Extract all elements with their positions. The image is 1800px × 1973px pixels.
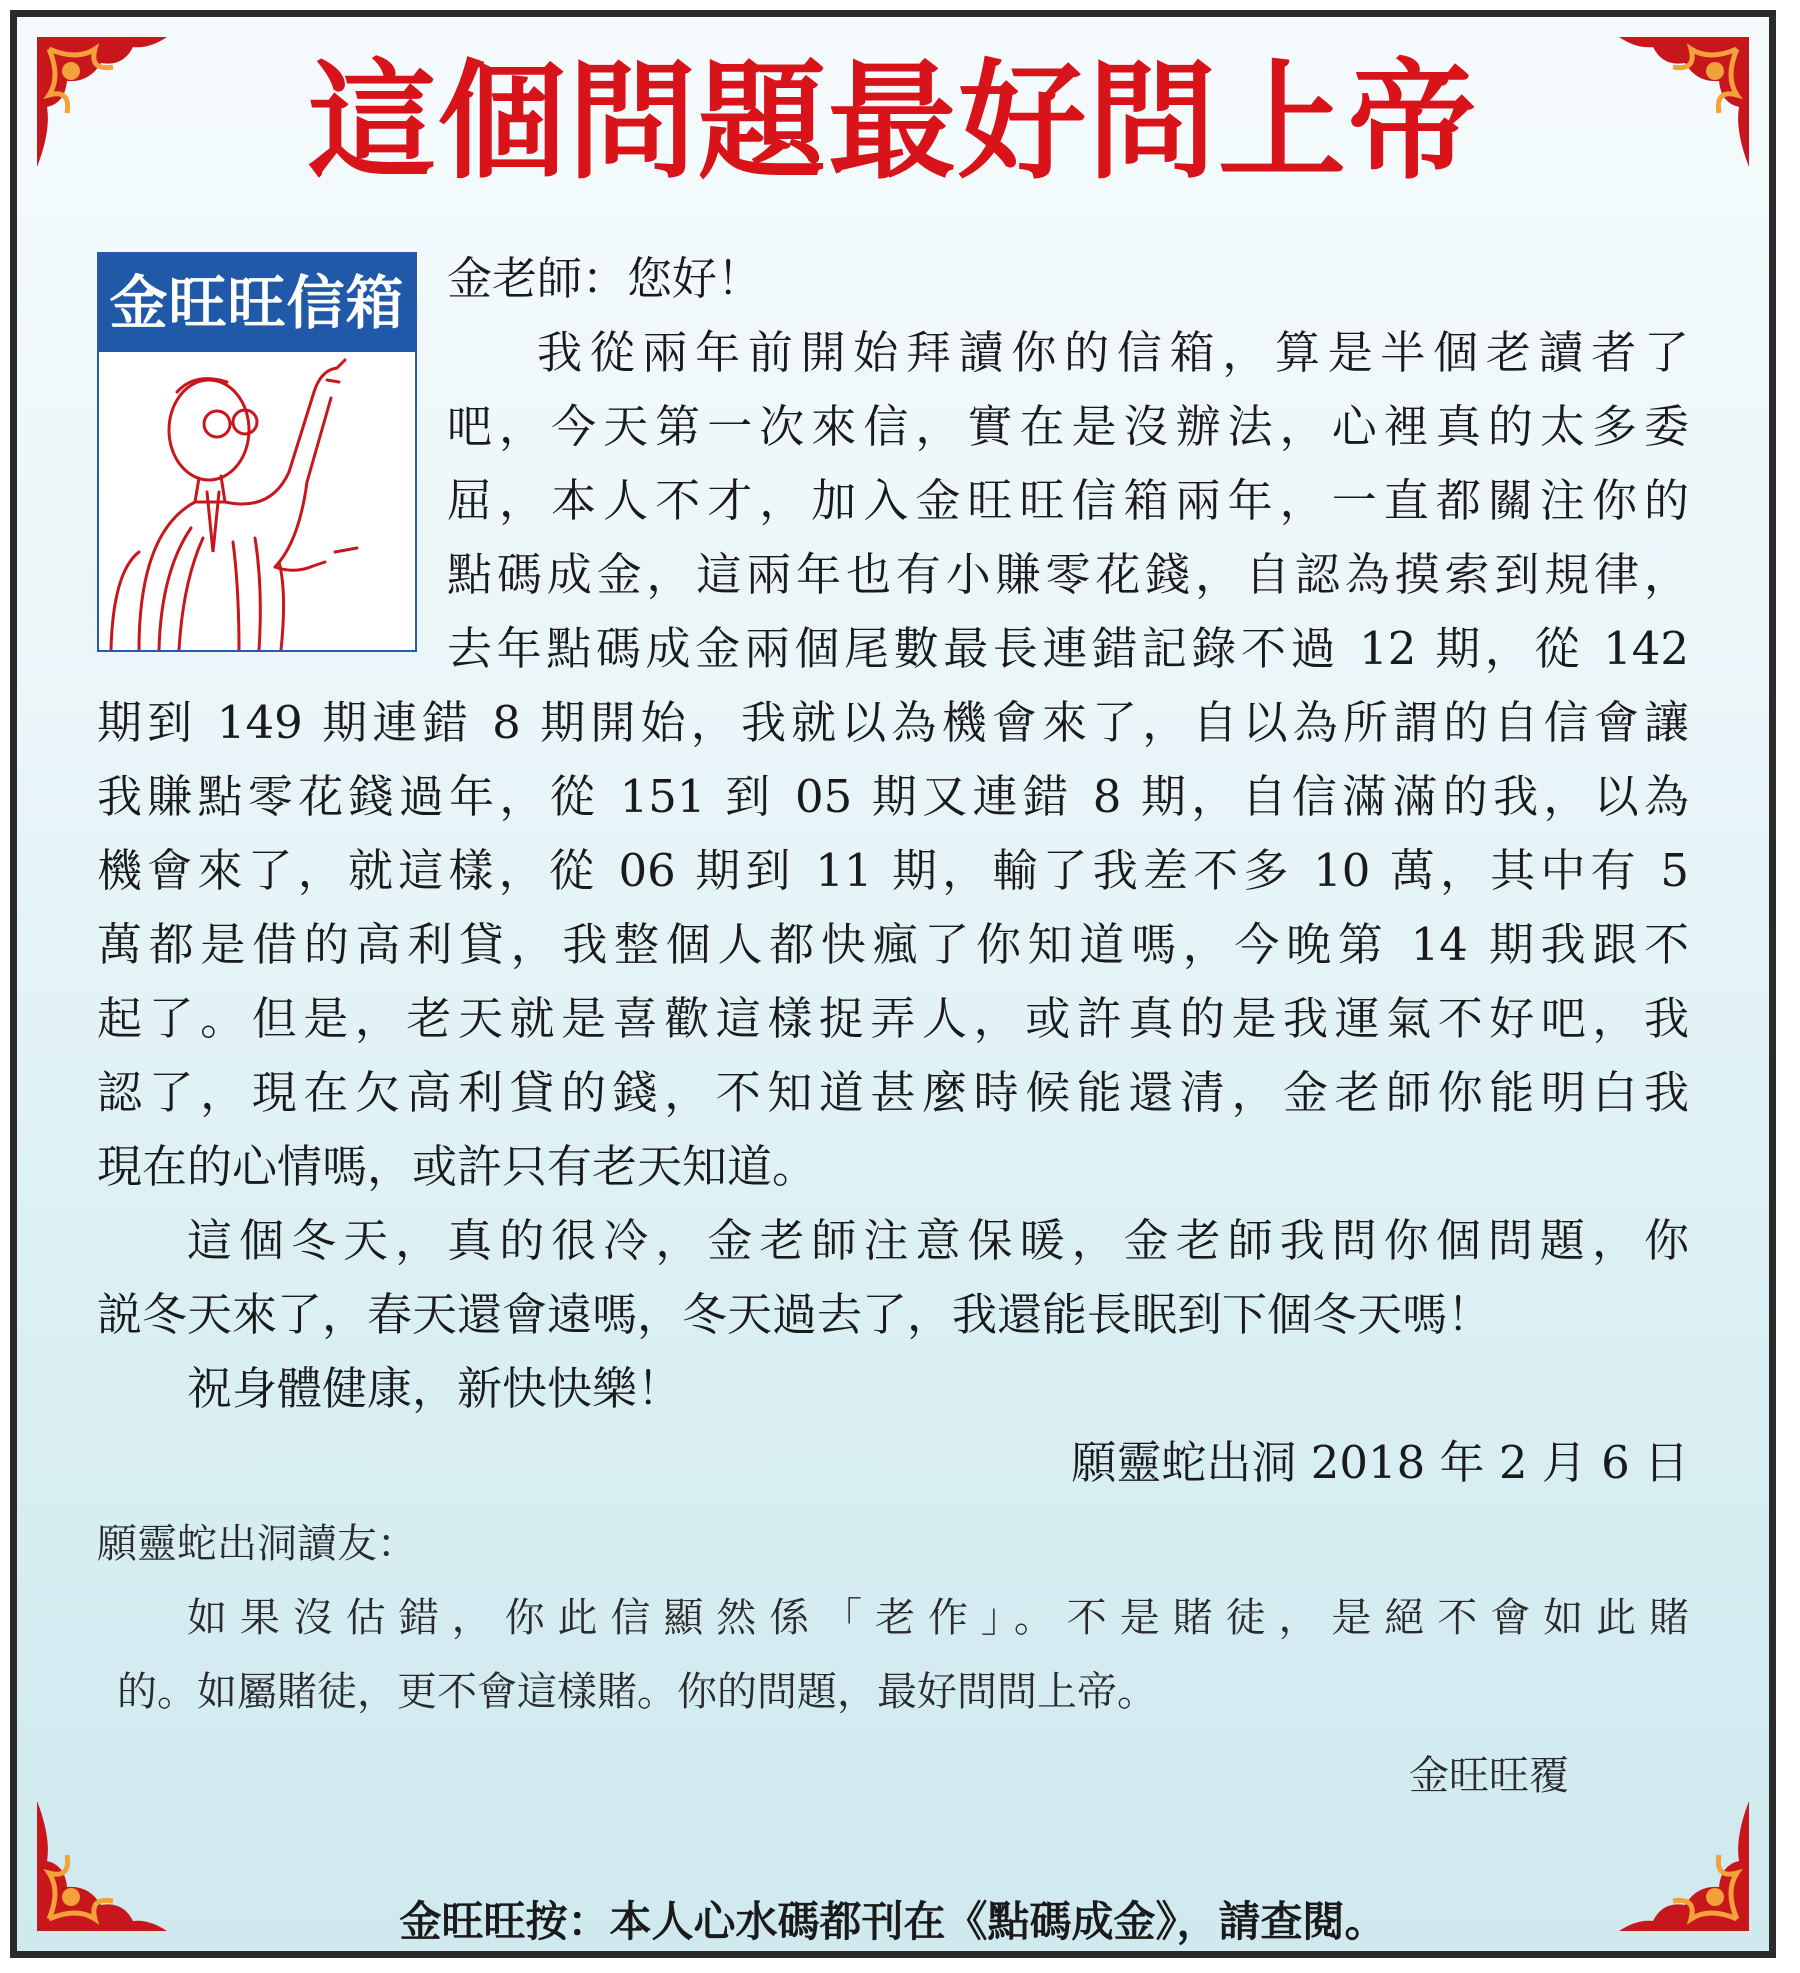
letter-signature: 願靈蛇出洞 2018 年 2 月 6 日: [1071, 1436, 1689, 1489]
columnist-cartoon: [99, 352, 415, 650]
reply-line: 如果沒估錯，你此信顯然係「老作」。不是賭徒，是絕不會如此賭: [187, 1595, 1689, 1641]
column-logo: [97, 252, 417, 652]
letter-greeting: 金老師：您好！: [447, 252, 763, 305]
letter-line: 去年點碼成金兩個尾數最長連錯記錄不過 12 期，從 142: [447, 622, 1689, 675]
footer-note: 金旺旺按：本人心水碼都刊在《點碼成金》，請查閱。: [399, 1897, 1387, 1946]
newspaper-column: [10, 10, 1776, 1958]
headline: 這個問題最好問上帝: [307, 47, 1478, 197]
letter-line: 屈，本人不才，加入金旺旺信箱兩年，一直都關注你的: [447, 474, 1689, 527]
letter-line: 現在的心情嗎，或許只有老天知道。: [97, 1140, 818, 1193]
column-title: 金旺旺信箱: [99, 254, 415, 352]
letter-line: 吧，今天第一次來信，實在是沒辦法，心裡真的太多委: [447, 400, 1689, 453]
reply-line: 的。如屬賭徒，更不會這樣賭。你的問題，最好問問上帝。: [117, 1669, 1157, 1715]
reply-salutation: 願靈蛇出洞讀友：: [97, 1521, 417, 1567]
reply-signature: 金旺旺覆: [1409, 1753, 1569, 1799]
letter-line: 我從兩年前開始拜讀你的信箱，算是半個老讀者了: [537, 326, 1689, 379]
letter-line: 這個冬天，真的很冷，金老師注意保暖，金老師我問你個問題，你: [187, 1214, 1689, 1267]
letter-line: 期到 149 期連錯 8 期開始，我就以為機會來了，自以為所謂的自信會讓: [97, 696, 1689, 749]
letter-line: 祝身體健康，新快快樂！: [187, 1362, 683, 1415]
letter-line: 機會來了，就這樣，從 06 期到 11 期，輸了我差不多 10 萬，其中有 5: [97, 844, 1689, 897]
letter-line: 點碼成金，這兩年也有小賺零花錢，自認為摸索到規律，: [447, 548, 1689, 601]
letter-line: 認了，現在欠高利貸的錢，不知道甚麼時候能還清，金老師你能明白我: [97, 1066, 1689, 1119]
letter-line: 我賺點零花錢過年，從 151 到 05 期又連錯 8 期，自信滿滿的我，以為: [97, 770, 1689, 823]
letter-line: 萬都是借的高利貸，我整個人都快瘋了你知道嗎，今晚第 14 期我跟不: [97, 918, 1689, 971]
letter-line: 説冬天來了，春天還會遠嗎，冬天過去了，我還能長眠到下個冬天嗎！: [97, 1288, 1493, 1341]
letter-line: 起了。但是，老天就是喜歡這樣捉弄人，或許真的是我運氣不好吧，我: [97, 992, 1689, 1045]
